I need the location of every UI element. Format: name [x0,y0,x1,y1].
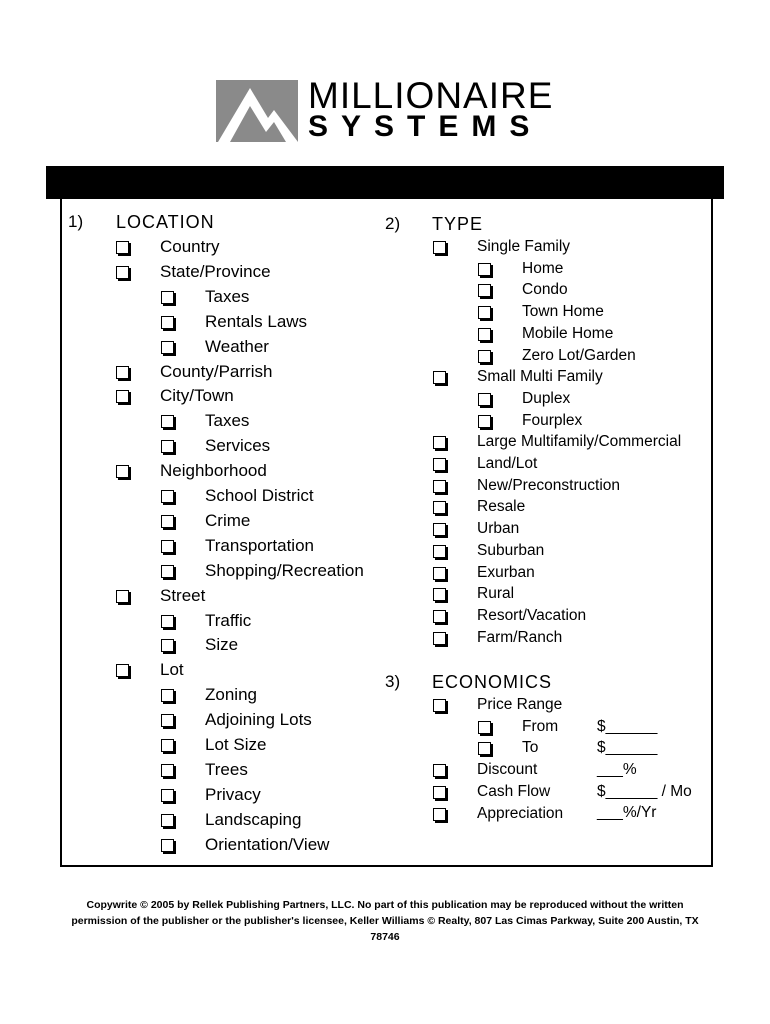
type-item-label: Exurban [477,563,535,581]
economics-item-label: Price Range [477,696,563,713]
location-checkbox-20[interactable] [161,739,174,752]
location-item-label: City/Town [160,386,234,406]
section-number-type: 2) [385,214,401,233]
section-number-location: 1) [68,212,84,231]
discount-blank: ___% [597,761,637,778]
location-checkbox-19[interactable] [161,714,174,727]
type-item-label: Fourplex [522,411,583,429]
type-item-label: Resort/Vacation [477,606,587,624]
location-checkbox-4[interactable] [161,341,174,354]
type-item-label: Duplex [522,389,571,407]
economics-checkbox-1[interactable] [478,721,491,734]
type-item-label: New/Preconstruction [477,476,621,494]
price-to-blank: $______ [597,739,658,756]
type-checkbox-4[interactable] [478,328,491,341]
location-item-label: Landscaping [205,809,302,829]
type-item-label: Rural [477,585,515,603]
location-checkbox-7[interactable] [161,415,174,428]
location-checkbox-2[interactable] [161,291,174,304]
type-item-label: Mobile Home [522,324,614,342]
location-checkbox-23[interactable] [161,814,174,827]
location-item-label: Trees [205,759,248,779]
type-item-label: Resale [477,498,526,516]
location-item-label: School District [205,486,314,505]
location-item-label: Traffic [205,610,252,630]
economics-checkbox-3[interactable] [433,764,446,777]
type-item-label: Home [522,259,564,277]
location-item-label: Orientation/View [205,834,330,854]
type-checkbox-0[interactable] [433,241,446,254]
economics-item-label: Cash Flow [477,782,551,800]
type-checkbox-18[interactable] [433,632,446,645]
economics-item-label: Appreciation [477,804,564,822]
type-item-label: Zero Lot/Garden [522,346,636,364]
price-from-blank: $______ [597,718,658,735]
location-checkbox-17[interactable] [116,664,129,677]
location-item-label: Lot Size [205,735,267,754]
economics-item-label: From [522,717,559,735]
economics-checkbox-2[interactable] [478,742,491,755]
type-checkbox-3[interactable] [478,306,491,319]
type-checkbox-7[interactable] [478,393,491,406]
appreciation-blank: ___%/Yr [597,804,657,821]
location-checkbox-0[interactable] [116,241,129,254]
type-item-label: Urban [477,520,520,538]
section-number-economics: 3) [385,672,401,691]
location-item-label: Street [160,585,206,605]
location-item-label: Lot [160,660,184,680]
location-checkbox-12[interactable] [161,540,174,553]
location-item-label: County/Parrish [160,361,273,381]
location-checkbox-8[interactable] [161,440,174,453]
type-checkbox-14[interactable] [433,545,446,558]
economics-item-label: Discount [477,761,538,779]
type-checkbox-13[interactable] [433,523,446,536]
location-item-label: Country [160,237,220,256]
type-checkbox-17[interactable] [433,610,446,623]
location-checkbox-5[interactable] [116,366,129,379]
type-checkbox-10[interactable] [433,458,446,471]
header-bar [46,166,724,199]
economics-checkbox-0[interactable] [433,699,446,712]
location-item-label: Privacy [205,784,261,804]
type-item-label: Town Home [522,303,604,321]
economics-checkbox-5[interactable] [433,808,446,821]
type-item-label: Single Family [477,238,571,255]
type-item-label: Suburban [477,541,545,559]
location-item-label: Services [205,436,271,456]
type-checkbox-11[interactable] [433,480,446,493]
location-checkbox-22[interactable] [161,789,174,802]
location-checkbox-11[interactable] [161,515,174,528]
location-checkbox-15[interactable] [161,615,174,628]
location-item-label: State/Province [160,261,271,281]
location-checkbox-10[interactable] [161,490,174,503]
section-title-type: TYPE [432,214,484,234]
type-checkbox-9[interactable] [433,436,446,449]
type-item-label: Large Multifamily/Commercial [477,433,682,451]
location-checkbox-13[interactable] [161,565,174,578]
location-checkbox-9[interactable] [116,465,129,478]
section-title-location: LOCATION [116,212,215,232]
location-item-label: Zoning [205,685,257,705]
location-checkbox-18[interactable] [161,689,174,702]
location-item-label: Weather [205,336,269,356]
mountain-logo-icon [216,80,298,142]
location-item-label: Adjoining Lots [205,710,312,730]
location-item-label: Neighborhood [160,461,267,481]
location-checkbox-3[interactable] [161,316,174,329]
type-checkbox-12[interactable] [433,501,446,514]
type-checkbox-6[interactable] [433,371,446,384]
location-checkbox-24[interactable] [161,839,174,852]
location-checkbox-6[interactable] [116,390,129,403]
section-title-economics: ECONOMICS [432,672,553,692]
location-item-label: Taxes [205,411,250,431]
type-checkbox-8[interactable] [478,415,491,428]
location-item-label: Taxes [205,286,250,306]
location-checkbox-1[interactable] [116,266,129,279]
location-checkbox-14[interactable] [116,590,129,603]
copyright-footer: Copywrite © 2005 by Rellek Publishing Partners, LLC. No part of this publication may be reproduced without the written permission of the publisher or the publisher's licensee, Keller Williams © Realty, 807 Las Cimas Parkway, Suite 200 Austin, TX 78746 [71,899,699,943]
location-checkbox-16[interactable] [161,639,174,652]
type-item-label: Land/Lot [477,455,538,472]
type-checkbox-5[interactable] [478,350,491,363]
economics-item-label: To [522,739,539,757]
cash-flow-blank: $______ / Mo [597,783,692,800]
location-item-label: Transportation [205,535,314,555]
logo-text-line1: MILLIONAIRE [308,75,554,116]
economics-checkbox-4[interactable] [433,786,446,799]
location-item-label: Crime [205,510,251,530]
type-checkbox-2[interactable] [478,284,491,297]
type-checkbox-16[interactable] [433,588,446,601]
type-item-label: Farm/Ranch [477,628,563,646]
type-item-label: Condo [522,281,568,299]
location-item-label: Rentals Laws [205,311,308,331]
type-item-label: Small Multi Family [477,368,603,386]
location-item-label: Shopping/Recreation [205,560,364,580]
location-checkbox-21[interactable] [161,764,174,777]
logo [216,75,576,144]
type-checkbox-15[interactable] [433,567,446,580]
logo-text-line2: SYSTEMS [308,110,543,143]
location-item-label: Size [205,635,239,655]
type-checkbox-1[interactable] [478,263,491,276]
